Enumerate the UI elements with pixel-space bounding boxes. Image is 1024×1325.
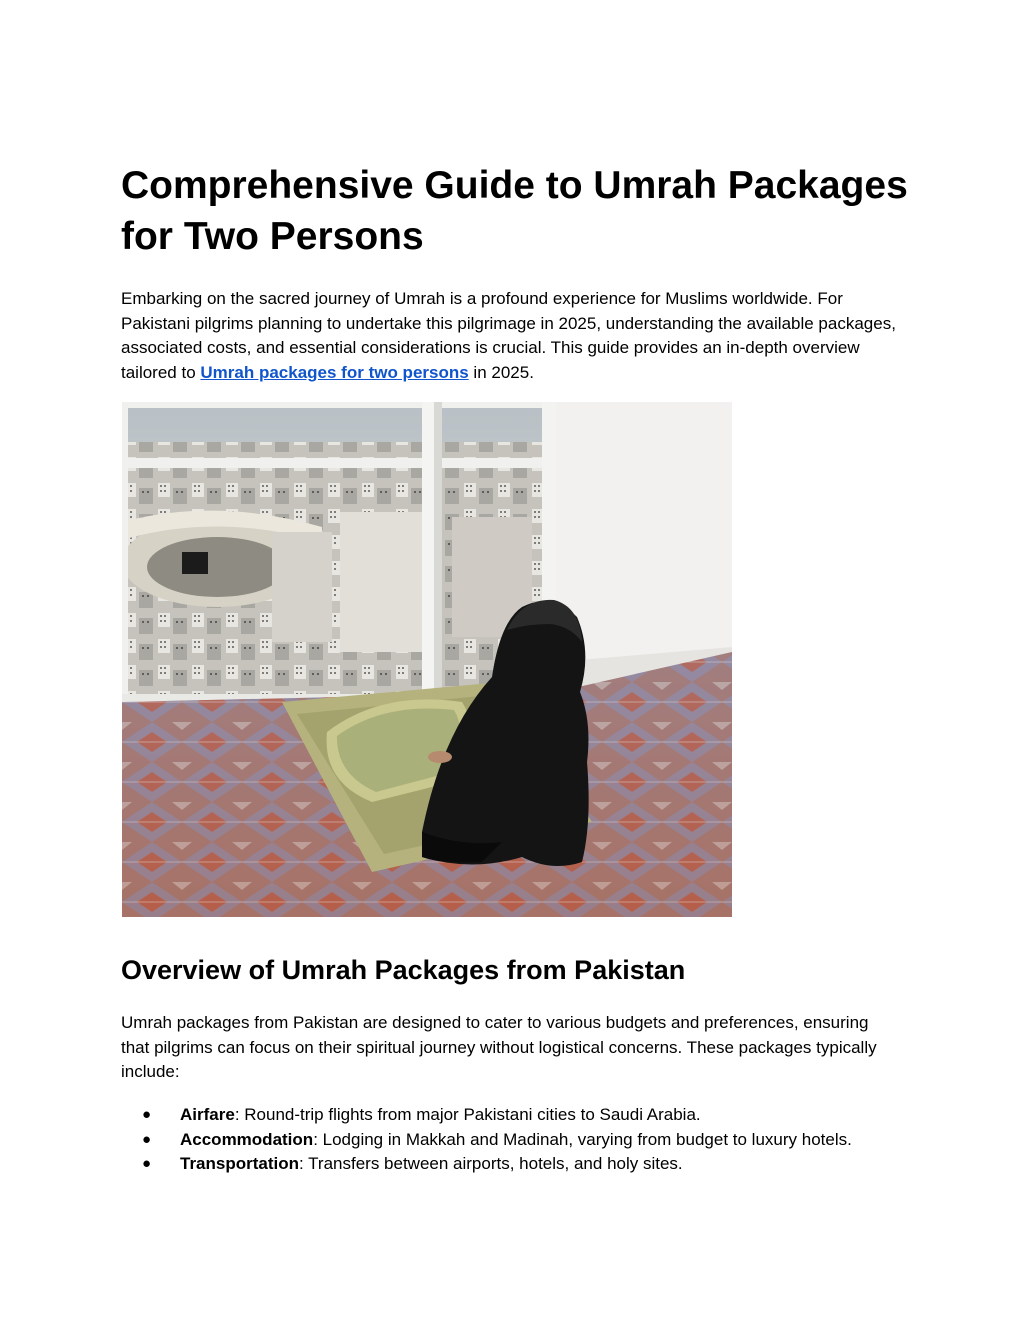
umrah-packages-link[interactable]: Umrah packages for two persons <box>200 362 469 382</box>
intro-text-after-link: in 2025. <box>468 362 534 382</box>
overview-heading: Overview of Umrah Packages from Pakistan <box>121 955 686 985</box>
feature-description: : Round-trip flights from major Pakistani cities to Saudi Arabia. <box>234 1105 701 1124</box>
bullet-icon: ● <box>142 1155 152 1172</box>
intro-text-before-link: Embarking on the sacred journey of Umrah is a profound experience for Muslims worldwide. For Pakistani pilgrims planning to undertake this pilgrimage in 2025, understanding the available packages, associated costs, and essential considerations is crucial. This guide provides an in-depth overview tailored to <box>121 289 896 382</box>
feature-description: : Transfers between airports, hotels, and holy sites. <box>299 1154 683 1173</box>
document-header <box>121 160 921 385</box>
intro-paragraph <box>121 287 911 385</box>
list-item <box>121 1103 901 1128</box>
photo-illustration <box>122 402 732 917</box>
page-title: Comprehensive Guide to Umrah Packages for Two Persons <box>121 164 908 258</box>
feature-description: : Lodging in Makkah and Madinah, varying from budget to luxury hotels. <box>313 1129 852 1149</box>
feature-term: Transportation <box>180 1154 300 1173</box>
package-features-list <box>121 1103 901 1177</box>
list-item <box>121 1152 901 1177</box>
bullet-icon: ● <box>142 1130 152 1148</box>
overview-paragraph: Umrah packages from Pakistan are designed to cater to various budgets and preferences, ensuring that pilgrims can focus on their spiritual journey without logistical concerns. These packages typically include: <box>121 1013 877 1081</box>
feature-term: Airfare <box>180 1105 235 1124</box>
list-item <box>121 1128 901 1153</box>
bullet-icon: ● <box>142 1106 152 1123</box>
feature-term: Accommodation <box>180 1129 314 1149</box>
pilgrim-praying-photo <box>122 402 732 917</box>
